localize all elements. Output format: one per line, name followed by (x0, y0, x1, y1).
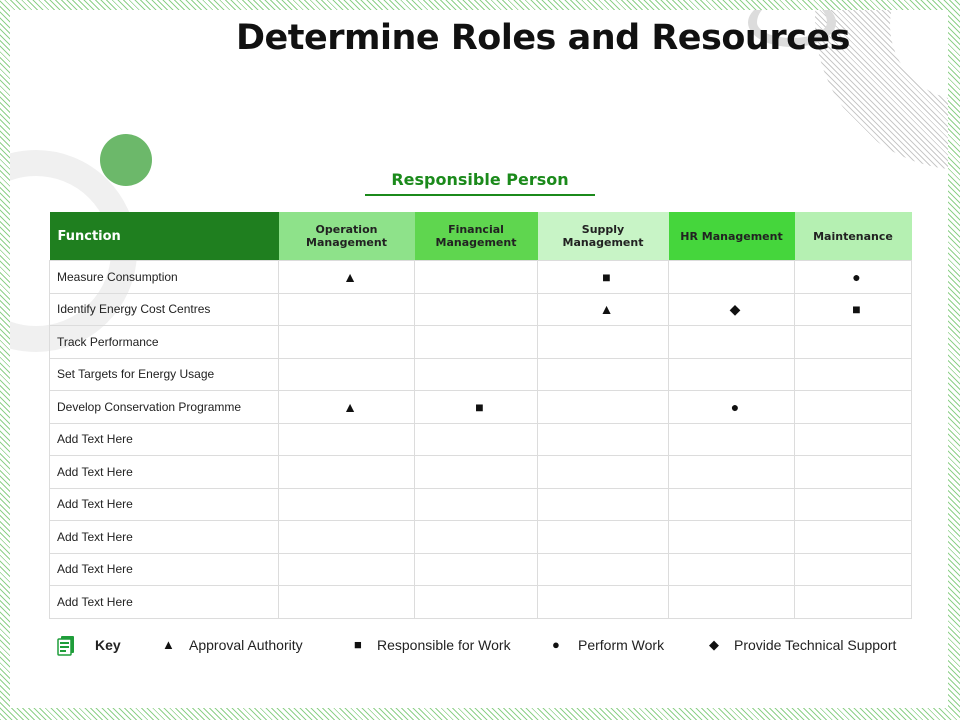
role-cell (795, 488, 912, 521)
key-title: Key (95, 637, 121, 653)
key-legend (0, 636, 960, 656)
role-cell (669, 293, 795, 326)
table-row (50, 391, 912, 424)
role-cell (279, 586, 415, 619)
table-header-row (50, 212, 912, 261)
role-cell (415, 521, 538, 554)
role-symbol-icon: ▲ (343, 398, 357, 415)
diamond-icon: ◆ (709, 637, 719, 652)
role-cell (669, 488, 795, 521)
role-symbol-icon: ● (730, 398, 740, 415)
key-label-support: Provide Technical Support (734, 637, 897, 653)
function-label: Identify Energy Cost Centres (50, 293, 279, 326)
role-cell (279, 293, 415, 326)
role-symbol-icon: ◆ (729, 300, 741, 317)
function-label: Add Text Here (50, 586, 279, 619)
role-cell (415, 456, 538, 489)
table-row (50, 358, 912, 391)
role-cell (795, 553, 912, 586)
role-cell (538, 391, 669, 424)
triangle-icon: ▲ (162, 637, 175, 652)
role-cell (669, 553, 795, 586)
circle-icon: ● (552, 637, 560, 652)
role-symbol-icon: ■ (602, 268, 611, 285)
function-label: Add Text Here (50, 456, 279, 489)
role-cell (415, 423, 538, 456)
role-cell (538, 261, 669, 294)
table-row (50, 586, 912, 619)
role-cell (538, 553, 669, 586)
role-cell (538, 423, 669, 456)
role-cell (669, 521, 795, 554)
role-cell (415, 553, 538, 586)
role-cell (279, 456, 415, 489)
function-label: Add Text Here (50, 423, 279, 456)
role-cell (279, 326, 415, 359)
role-cell (415, 358, 538, 391)
role-cell (795, 326, 912, 359)
function-label: Measure Consumption (50, 261, 279, 294)
role-cell (415, 586, 538, 619)
role-cell (795, 456, 912, 489)
role-cell (795, 261, 912, 294)
role-cell (279, 553, 415, 586)
table-row (50, 261, 912, 294)
table-row (50, 456, 912, 489)
responsible-person-heading: Responsible Person (391, 170, 569, 189)
role-cell (669, 326, 795, 359)
role-cell (538, 326, 669, 359)
document-icon (55, 633, 79, 657)
role-cell (669, 456, 795, 489)
role-cell (415, 488, 538, 521)
role-cell (279, 521, 415, 554)
function-label: Track Performance (50, 326, 279, 359)
role-cell (795, 423, 912, 456)
role-cell (538, 456, 669, 489)
role-cell (279, 423, 415, 456)
role-cell (795, 521, 912, 554)
role-cell (415, 261, 538, 294)
table-row (50, 521, 912, 554)
role-symbol-icon: ● (852, 268, 861, 285)
responsible-person-underline (365, 194, 595, 196)
role-cell (279, 391, 415, 424)
key-label-perform: Perform Work (578, 637, 665, 653)
key-label-approval: Approval Authority (189, 637, 303, 653)
role-cell (415, 293, 538, 326)
role-cell (795, 293, 912, 326)
role-cell (795, 391, 912, 424)
function-label: Add Text Here (50, 521, 279, 554)
role-cell (279, 488, 415, 521)
role-cell (538, 521, 669, 554)
column-header: Financial Management (415, 212, 538, 261)
role-cell (415, 326, 538, 359)
column-header: Operation Management (279, 212, 415, 261)
role-cell (279, 358, 415, 391)
function-label: Develop Conservation Programme (50, 391, 279, 424)
role-symbol-icon: ▲ (343, 268, 357, 285)
key-label-responsible: Responsible for Work (377, 637, 511, 653)
role-cell (669, 358, 795, 391)
function-label: Set Targets for Energy Usage (50, 358, 279, 391)
role-cell (279, 261, 415, 294)
roles-table (49, 212, 912, 619)
role-cell (669, 423, 795, 456)
role-cell (538, 586, 669, 619)
role-symbol-icon: ■ (475, 398, 484, 415)
role-cell (669, 391, 795, 424)
role-cell (795, 358, 912, 391)
role-cell (669, 261, 795, 294)
role-cell (538, 358, 669, 391)
role-cell (669, 586, 795, 619)
role-cell (538, 293, 669, 326)
column-header: HR Management (669, 212, 795, 261)
role-symbol-icon: ▲ (599, 301, 614, 318)
square-icon: ■ (354, 637, 362, 652)
table-row (50, 293, 912, 326)
table-row (50, 423, 912, 456)
role-cell (538, 488, 669, 521)
column-header: Maintenance (795, 212, 912, 261)
table-row (50, 488, 912, 521)
role-cell (415, 391, 538, 424)
function-label: Add Text Here (50, 488, 279, 521)
column-header: Supply Management (538, 212, 669, 261)
function-header: Function (50, 212, 279, 261)
role-symbol-icon: ■ (852, 301, 861, 318)
slide-title: Determine Roles and Resources (236, 18, 850, 58)
table-row (50, 553, 912, 586)
decorative-green-dot (100, 134, 152, 186)
role-cell (795, 586, 912, 619)
table-row (50, 326, 912, 359)
function-label: Add Text Here (50, 553, 279, 586)
